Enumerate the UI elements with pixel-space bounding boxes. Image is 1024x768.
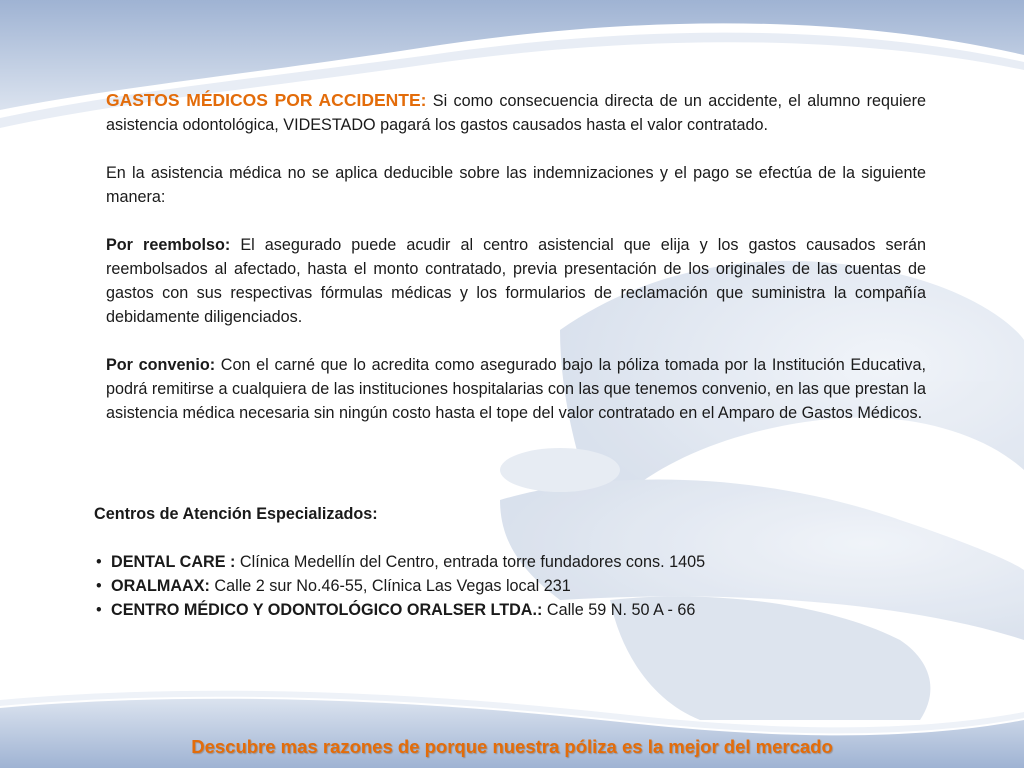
center-name: DENTAL CARE : [111, 553, 236, 571]
center-detail: Clínica Medellín del Centro, entrada torre fundadores cons. 1405 [235, 553, 706, 571]
paragraph-agreement [106, 353, 926, 425]
list-item [94, 598, 944, 622]
accident-expenses-heading: GASTOS MÉDICOS POR ACCIDENTE: [106, 90, 427, 110]
accident-expenses-body: Si como consecuencia directa de un accidente, el alumno requiere asistencia odontológica, VIDESTADO pagará los gastos causados hasta el valor contratado. [106, 92, 926, 134]
center-detail: Calle 2 sur No.46-55, Clínica Las Vegas local 231 [209, 577, 571, 595]
bullet: • [96, 577, 102, 595]
center-detail: Calle 59 N. 50 A - 66 [542, 601, 696, 619]
reimbursement-label: Por reembolso: [106, 236, 231, 254]
list-item [94, 574, 944, 598]
center-name: ORALMAAX: [111, 577, 210, 595]
main-text-block [106, 88, 926, 449]
centers-list [94, 550, 944, 622]
paragraph-reimbursement [106, 233, 926, 329]
bullet: • [96, 553, 102, 571]
paragraph-deductible [106, 161, 926, 209]
bullet: • [96, 601, 102, 619]
reimbursement-body: El asegurado puede acudir al centro asistencial que elija y los gastos causados serán reembolsados al afectado, hasta el monto contratado, previa presentación de los originales de las cuentas de gastos con sus respectivas fórmulas médicas y los formularios de reclamación que suministra la compañía debidamente diligenciados. [106, 236, 926, 326]
specialized-centers-section [94, 502, 944, 622]
agreement-body: Con el carné que lo acredita como asegurado bajo la póliza tomada por la Institución Educativa, podrá remitirse a cualquiera de las instituciones hospitalarias con las que tenemos convenio, en las que prestan la asistencia médica necesaria sin ningún costo hasta el tope del valor contratado en el Amparo de Gastos Médicos. [106, 356, 927, 422]
footer-tagline: Descubre mas razones de porque nuestra póliza es la mejor del mercado [191, 736, 833, 757]
deductible-body: En la asistencia médica no se aplica deducible sobre las indemnizaciones y el pago se efectúa de la siguiente manera: [106, 164, 926, 206]
agreement-label: Por convenio: [106, 356, 216, 374]
centers-title: Centros de Atención Especializados: [94, 505, 378, 523]
paragraph-accident-expenses [106, 88, 926, 137]
center-name: CENTRO MÉDICO Y ODONTOLÓGICO ORALSER LTDA.: [111, 601, 543, 619]
list-item [94, 550, 944, 574]
